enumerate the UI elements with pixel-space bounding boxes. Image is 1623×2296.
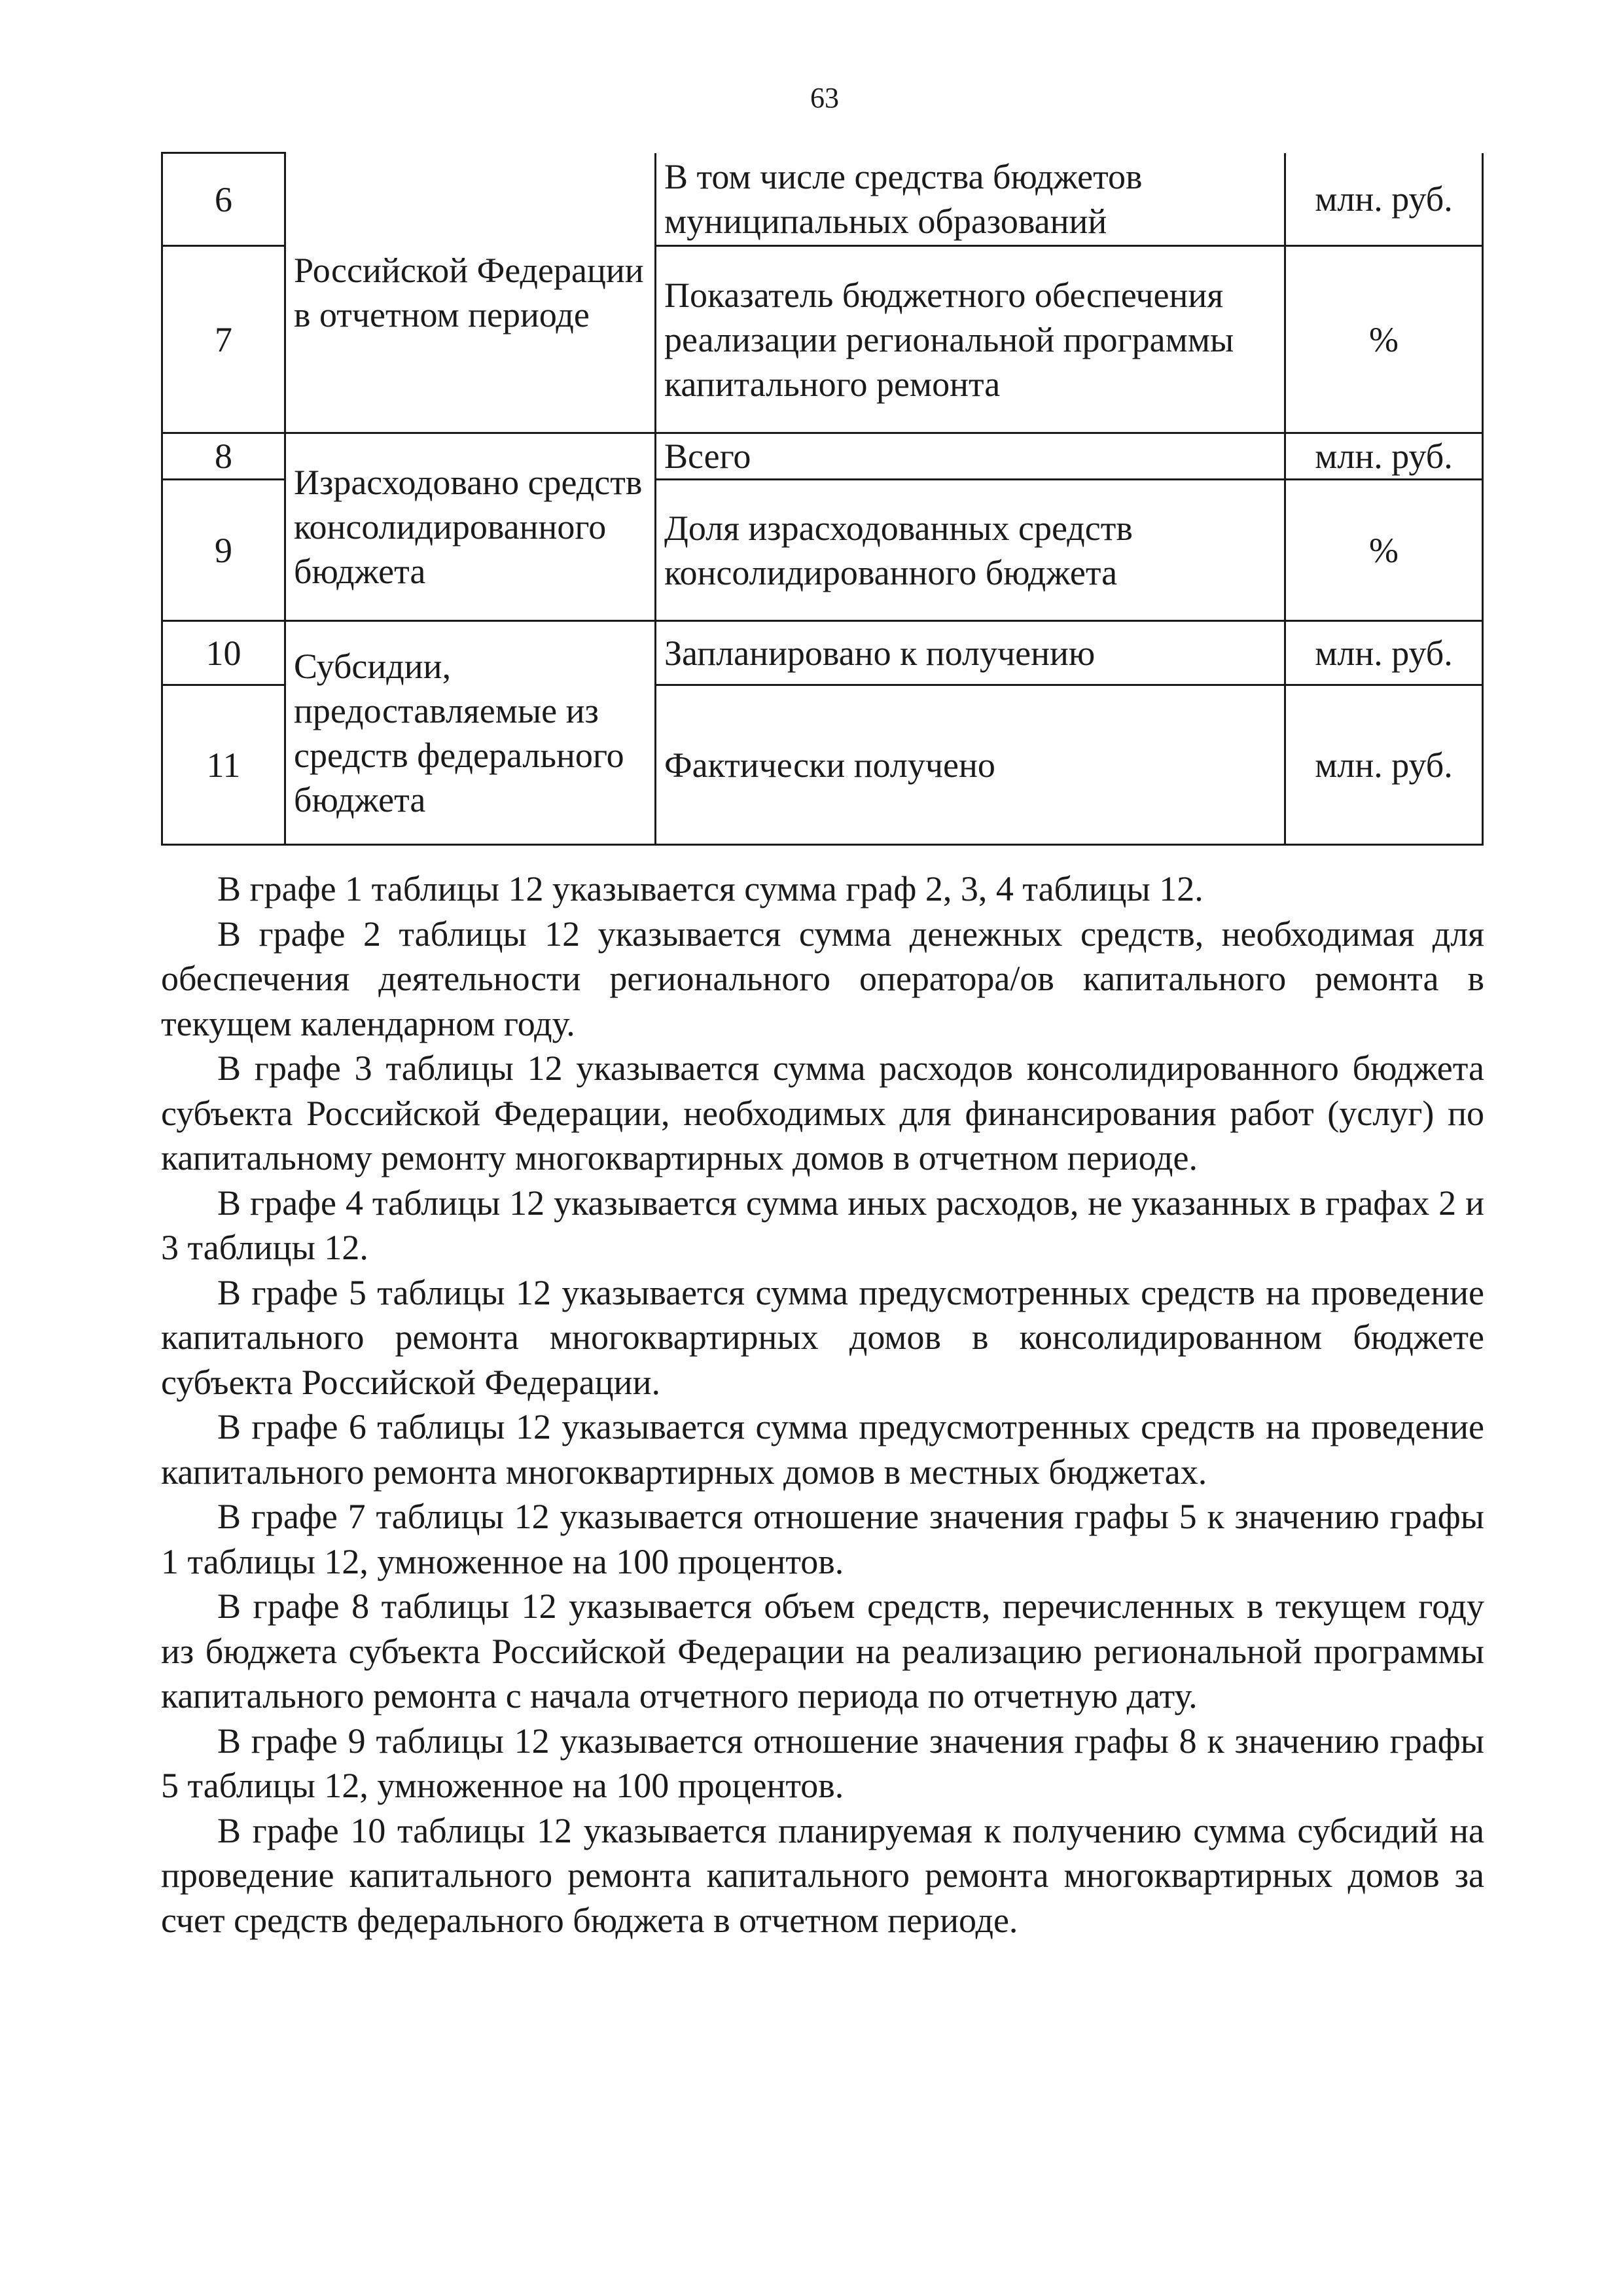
paragraph: В графе 6 таблицы 12 указывается сумма предусмотренных средств на проведение капитального ремонта многоквартирных домов в местных бюджетах.: [161, 1407, 1484, 1492]
unit-cell: %: [1285, 246, 1483, 433]
row-number: 8: [162, 433, 285, 480]
paragraph: В графе 4 таблицы 12 указывается сумма иных расходов, не указанных в графах 2 и 3 таблицы 12.: [161, 1183, 1484, 1267]
indicator-cell: Запланировано к получению: [656, 621, 1285, 685]
table-row: [162, 153, 1483, 246]
row-number: 7: [162, 246, 285, 433]
unit-cell: млн. руб.: [1285, 621, 1483, 685]
table-row: [162, 621, 1483, 685]
unit-cell: %: [1285, 480, 1483, 621]
row-number: 10: [162, 621, 285, 685]
indicator-cell: Фактически получено: [656, 685, 1285, 845]
row-number: 6: [162, 153, 285, 246]
report-table: [161, 152, 1482, 846]
body-text: [161, 867, 1484, 1943]
table-row: [162, 433, 1483, 480]
paragraph: В графе 3 таблицы 12 указывается сумма расходов консолидированного бюджета субъекта Российской Федерации, необходимых для финансирования работ (услуг) по капитальному ремонту многоквартирных домов в отчетном периоде.: [161, 1049, 1484, 1177]
unit-cell: млн. руб.: [1285, 685, 1483, 845]
paragraph: В графе 10 таблицы 12 указывается планируемая к получению сумма субсидий на проведение капитального ремонта капитального ремонта многоквартирных домов за счет средств федерального бюджета в отчетном периоде.: [161, 1810, 1484, 1940]
paragraph: В графе 8 таблицы 12 указывается объем средств, перечисленных в текущем году из бюджета субъекта Российской Федерации на реализацию региональной программы капитального ремонта с начала отчетного периода по отчетную дату.: [161, 1587, 1484, 1715]
paragraph: В графе 7 таблицы 12 указывается отношение значения графы 5 к значению графы 1 таблицы 12, умноженное на 100 процентов.: [161, 1497, 1484, 1581]
indicator-cell: Доля израсходованных средств консолидированного бюджета: [656, 480, 1285, 621]
unit-cell: млн. руб.: [1285, 153, 1483, 246]
indicator-cell: Всего: [656, 433, 1285, 480]
paragraph: В графе 1 таблицы 12 указывается сумма граф 2, 3, 4 таблицы 12.: [217, 869, 1204, 908]
indicator-cell: В том числе средства бюджетов муниципальных образований: [656, 153, 1285, 246]
row-number: 11: [162, 685, 285, 845]
row-number: 9: [162, 480, 285, 621]
group-cell: Израсходовано средств консолидированного бюджета: [285, 433, 656, 621]
paragraph: В графе 2 таблицы 12 указывается сумма денежных средств, необходимая для обеспечения деятельности регионального оператора/ов капитального ремонта в текущем календарном году.: [161, 914, 1484, 1043]
unit-cell: млн. руб.: [1285, 433, 1483, 480]
page-number: 63: [810, 82, 839, 114]
indicator-cell: Показатель бюджетного обеспечения реализации региональной программы капитального ремонта: [656, 246, 1285, 433]
paragraph: В графе 9 таблицы 12 указывается отношение значения графы 8 к значению графы 5 таблицы 12, умноженное на 100 процентов.: [161, 1721, 1484, 1805]
group-cell: Российской Федерации в отчетном периоде: [285, 153, 656, 433]
group-cell: Субсидии, предоставляемые из средств федерального бюджета: [285, 621, 656, 845]
paragraph: В графе 5 таблицы 12 указывается сумма предусмотренных средств на проведение капитального ремонта многоквартирных домов в консолидированном бюджете субъекта Российской Федерации.: [161, 1272, 1484, 1402]
